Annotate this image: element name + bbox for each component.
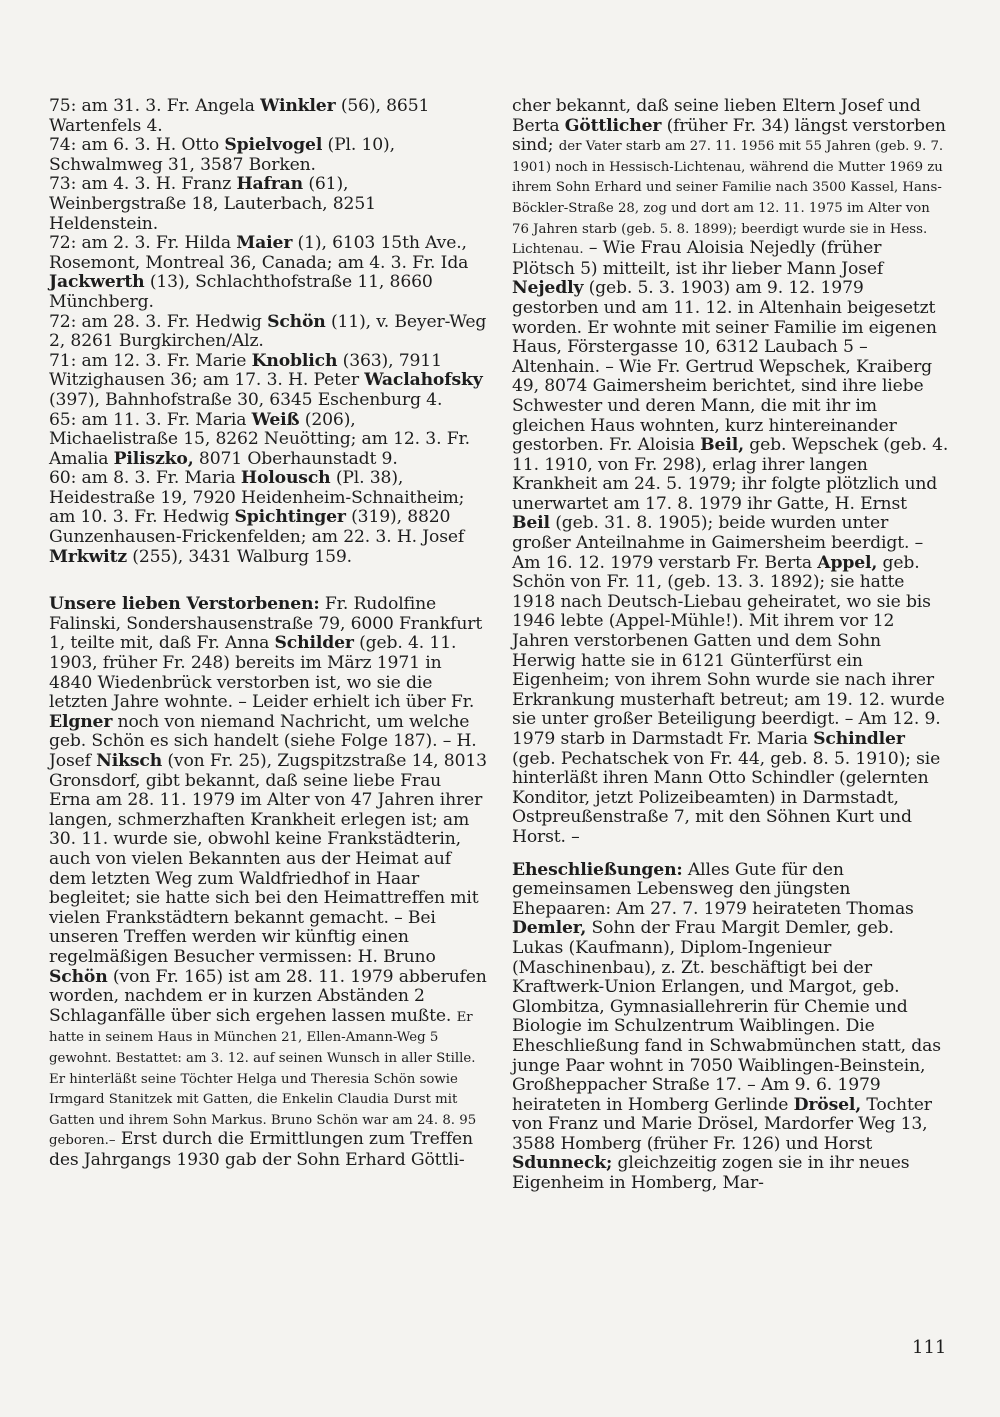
bold-name: Schindler [813,729,905,749]
anniversary-entry: 65: am 11. 3. Fr. Maria Weiß (206), Michaelistraße 15, 8262 Neuötting; am 12. 3. Fr. Amalia Piliszko, 8071 Oberhaunstadt 9. [49,409,470,469]
bold-name: Piliszko, [113,448,194,469]
bold-name: Demler, [512,918,587,939]
anniversary-entry: 72: am 2. 3. Fr. Hilda Maier (1), 6103 15th Ave., Rosemont, Montreal 36, Canada; am 4. 3. Fr. Ida Jackwerth (13), Schlachthofstraße 11, 8660 Münchberg. [49,233,469,312]
deceased-section: Unsere lieben Verstorbenen: Fr. Rudolfine Falinski, Sondershausenstraße 79, 6000 Frankfurt 1, teilte mit, daß Fr. Anna Schilder (geb. 4. 11. 1903, früher Fr. 248) bereits im März 1971 in 4840 Wiedenbrück verstorben ist, wo sie die letzten Jahre wohnte. – Leider erhielt ich über Fr. Elgner noch von niemand Nachricht, um welche geb. Schön es sich handelt (siehe Folge 187). – H. Josef Niksch (von Fr. 25), Zugspitzstraße 14, 8013 Gronsdorf, gibt bekannt, daß seine liebe Frau Erna am 28. 11. 1979 im Alter von 47 Jahren ihrer langen, schmerzhaften Krankheit erlegen ist; am 30. 11. wurde sie, obwohl keine Frankstädterin, auch von vielen Bekannten aus der Heimat auf dem letzten Weg zum Waldfriedhof in Haar begleitet; sie hatte sich bei den Heimattreffen mit vielen Frankstädtern bekannt gemacht. – Bei unseren Treffen werden wir künftig einen regelmäßigen Besucher vermissen: H. Bruno Schön (von Fr. 165) ist am 28. 11. 1979 abberufen worden, nachdem er in kurzen Abständen 2 Schlaganfälle über sich ergehen lassen mußte. Er hatte in seinem Haus in München 21, Ellen-Amann-Weg 5 gewohnt. Bestattet: am 3. 12. auf seinen Wunsch in aller Stille. Er hinterläßt seine Töchter Helga und Theresia Schön sowie Irmgard Stanitzek mit Gatten, die Enkelin Claudia Durst mit Gatten und ihrem Sohn Markus. Bruno Schön war am 24. 8. 95 geboren.– Erst durch die Ermittlungen zum Treffen des Jahrgangs 1930 gab der Sohn Erhard Göttli- [49,594,487,1170]
bold-name: Eheschließungen: [512,859,683,880]
bold-name: Elgner [49,711,113,732]
bold-name: Nejedly [512,278,584,299]
bold-name: Schön [49,966,108,987]
anniversary-entry: 74: am 6. 3. H. Otto Spielvogel (Pl. 10), Schwalmweg 31, 3587 Borken. [49,135,395,175]
bold-name: Göttlicher [564,115,662,136]
bold-name: Appel, [817,552,878,573]
bold-name: Schön [267,311,326,332]
page-number: 111 [912,1337,947,1358]
anniversary-entry: 73: am 4. 3. H. Franz Hafran (61), Weinbergstraße 18, Lauterbach, 8251 Heldenstein. [49,174,376,234]
bold-name: Spichtinger [234,507,346,528]
deceased-continuation: cher bekannt, daß seine lieben Eltern Josef und Berta Göttlicher (früher Fr. 34) längst verstorben sind; der Vater starb am 27. 11. 1956 mit 55 Jahren (geb. 9. 7. 1901) noch in Hessisch-Lichtenau, während die Mutter 1969 zu ihrem Sohn Erhard und seiner Familie nach 3500 Kassel, Hans-Böckler-Straße 28, zog und dort am 12. 11. 1975 im Alter von 76 Jahren starb (geb. 5. 8. 1899); beerdigt wurde sie in Hess. Lichtenau. – Wie Frau Aloisia Nejedly (früher Plötsch 5) mitteilt, ist ihr lieber Mann Josef Nejedly (geb. 5. 3. 1903) am 9. 12. 1979 gestorben und am 11. 12. in Altenhain beigesetzt worden. Er wohnte mit seiner Familie im eigenen Haus, Förstergasse 10, 6312 Laubach 5 – Altenhain. – Wie Fr. Gertrud Wepschek, Kraiberg 49, 8074 Gaimersheim berichtet, sind ihre liebe Schwester und deren Mann, die mit ihr im gleichen Haus wohnten, kurz hintereinander gestorben. Fr. Aloisia Beil, geb. Wepschek (geb. 4. 11. 1910, von Fr. 298), erlag ihrer langen Krankheit am 24. 5. 1979; ihr folgte plötzlich und unerwartet am 17. 8. 1979 ihr Gatte, H. Ernst Beil (geb. 31. 8. 1905); beide wurden unter großer Anteilnahme in Gaimersheim beerdigt. – Am 16. 12. 1979 verstarb Fr. Berta Appel, geb. Schön von Fr. 11, (geb. 13. 3. 1892); sie hatte 1918 nach Deutsch-Liebau geheiratet, wo sie bis 1946 lebte (Appel-Mühle!). Mit ihrem vor 12 Jahren verstorbenen Gatten und dem Sohn Herwig hatte sie in 6121 Günterfürst ein Eigenheim; von ihrem Sohn wurde sie nach ihrer Erkrankung musterhaft betreut; am 19. 12. wurde sie unter großer Beteiligung beerdigt. – Am 12. 9. 1979 starb in Darmstadt Fr. Maria Schindler (geb. Pechatschek von Fr. 44, geb. 8. 5. 1910); sie hinterläßt ihren Mann Otto Schindler (gelernten Konditor, jetzt Polizeibeamten) in Darmstadt, Ostpreußenstraße 7, mit den Söhnen Kurt und Horst. – [512,96,949,847]
bold-name: Holousch [240,468,331,489]
small-print-text: der Vater starb am 27. 11. 1956 mit 55 Jahren (geb. 9. 7. 1901) noch in Hessisch-Lichtenau, während die Mutter 1969 zu ihrem Sohn Erhard und seiner Familie nach 3500 Kassel, Hans-Böckler-Straße 28, zog und dort am 12. 11. 1975 im Alter von 76 Jahren starb (geb. 5. 8. 1899); beerdigt wurde sie in Hess. Lichtenau. [512,139,944,258]
bold-name: Spielvogel [224,135,323,156]
bold-name: Mrkwitz [49,546,127,567]
bold-name: Weiß [251,409,300,430]
bold-name: Schilder [274,633,354,654]
anniversary-entry: 71: am 12. 3. Fr. Marie Knoblich (363), 7911 Witzighausen 36; am 17. 3. H. Peter Waclahofsky (397), Bahnhofstraße 30, 6345 Eschenburg 4. [49,350,483,410]
bold-name: Sdunneck; [512,1153,613,1174]
bold-name: Drösel, [793,1094,862,1115]
small-print-text: Er hatte in seinem Haus in München 21, Ellen-Amann-Weg 5 gewohnt. Bestattet: am 3. 12. auf seinen Wunsch in aller Stille. Er hinterläßt seine Töchter Helga und Theresia Schön sowie Irmgard Stanitzek mit Gatten, die Enkelin Claudia Durst mit Gatten und ihrem Sohn Markus. Bruno Schön war am 24. 8. 95 geboren.– [49,1009,477,1149]
anniversary-entry: 60: am 8. 3. Fr. Maria Holousch (Pl. 38), Heidestraße 19, 7920 Heidenheim-Schnaitheim; am 10. 3. Fr. Hedwig Spichtinger (319), 8820 Gunzenhausen-Frickenfelden; am 22. 3. H. Josef Mrkwitz (255), 3431 Walburg 159. [49,468,465,567]
bold-name: Waclahofsky [364,370,483,391]
bold-name: Winkler [260,96,336,116]
bold-name: Unsere lieben Verstorbenen: [49,594,320,615]
bold-name: Niksch [96,751,163,771]
anniversary-entry: 75: am 31. 3. Fr. Angela Winkler (56), 8651 Wartenfels 4. [49,96,430,136]
left-column [49,97,487,1170]
anniversary-list [49,97,487,567]
bold-name: Beil [512,513,550,534]
bold-name: Hafran [236,174,304,195]
bold-name: Knoblich [251,350,338,371]
right-column [512,97,949,1194]
bold-name: Maier [236,233,293,254]
anniversary-entry: 72: am 28. 3. Fr. Hedwig Schön (11), v. Beyer-Weg 2, 8261 Burgkirchen/Alz. [49,311,487,352]
bold-name: Beil, [700,435,744,456]
marriages-section: Eheschließungen: Alles Gute für den gemeinsamen Lebensweg den jüngsten Ehepaaren: Am 27. 7. 1979 heirateten Thomas Demler, Sohn der Frau Margit Demler, geb. Lukas (Kaufmann), Diplom-Ingenieur (Maschinenbau), z. Zt. beschäftigt bei der Kraftwerk-Union Erlangen, und Margot, geb. Glombitza, Gymnasiallehrerin für Chemie und Biologie im Schulzentrum Waiblingen. Die Eheschließung fand in Schwabmünchen statt, das junge Paar wohnt in 7050 Waiblingen-Beinstein, Großheppacher Straße 17. – Am 9. 6. 1979 heirateten in Homberg Gerlinde Drösel, Tochter von Franz und Marie Drösel, Mardorfer Weg 13, 3588 Homberg (früher Fr. 126) und Horst Sdunneck; gleichzeitig zogen sie in ihr neues Eigenheim in Homberg, Mar- [512,859,941,1194]
bold-name: Jackwerth [49,272,145,293]
